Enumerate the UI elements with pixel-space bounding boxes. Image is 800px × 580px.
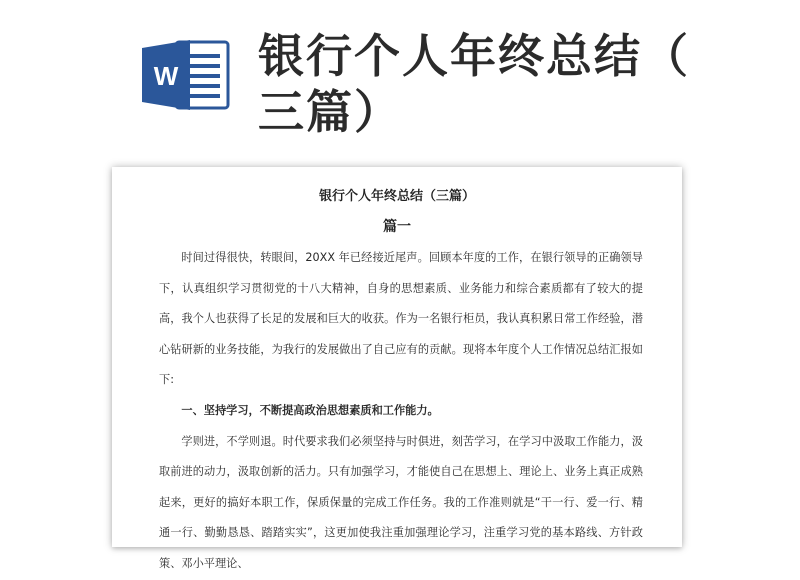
section-title: 篇一 bbox=[383, 219, 411, 235]
document-title: 银行个人年终总结（三篇） bbox=[318, 189, 475, 204]
paragraph-heading: 一、坚持学习，不断提高政治思想素质和工作能力。 bbox=[181, 403, 439, 417]
svg-text:W: W bbox=[153, 61, 179, 91]
paragraph-study: 学则进，不学则退。时代要求我们必须坚持与时俱进，刻苦学习，在学习中汲取工作能力，汲取前进的动力，汲取创新的活力。只有加强学习，才能使自己在思想上、理论上、业务上真正成熟起来，更好的搞好本职工作，保质保量的完成工作任务。我的工作准则就是“干一行、爱一行、精通一行、勤勤恳恳、踏踏实实”，这更加使我注重加强理论学习，注重学习党的基本路线、方针政策、邓小平理论、 bbox=[159, 434, 643, 570]
banner-title bbox=[258, 28, 698, 140]
banner bbox=[0, 0, 800, 150]
banner-title-line1: 银行个人年终总结（ bbox=[258, 29, 690, 83]
word-document-icon bbox=[140, 36, 232, 114]
document-body bbox=[159, 243, 643, 580]
paragraph-intro: 时间过得很快，转眼间，20XX 年已经接近尾声。回顾本年度的工作，在银行领导的正确领导下，认真组织学习贯彻党的十八大精神，自身的思想素质、业务能力和综合素质都有了较大的提高，我个人也获得了长足的发展和巨大的收获。作为一名银行柜员，我认真积累日常工作经验，潜心钻研新的业务技能，为我行的发展做出了自己应有的贡献。现将本年度个人工作情况总结汇报如下: bbox=[159, 251, 643, 387]
document-page bbox=[112, 167, 682, 570]
banner-title-line2: 三篇） bbox=[258, 85, 402, 139]
